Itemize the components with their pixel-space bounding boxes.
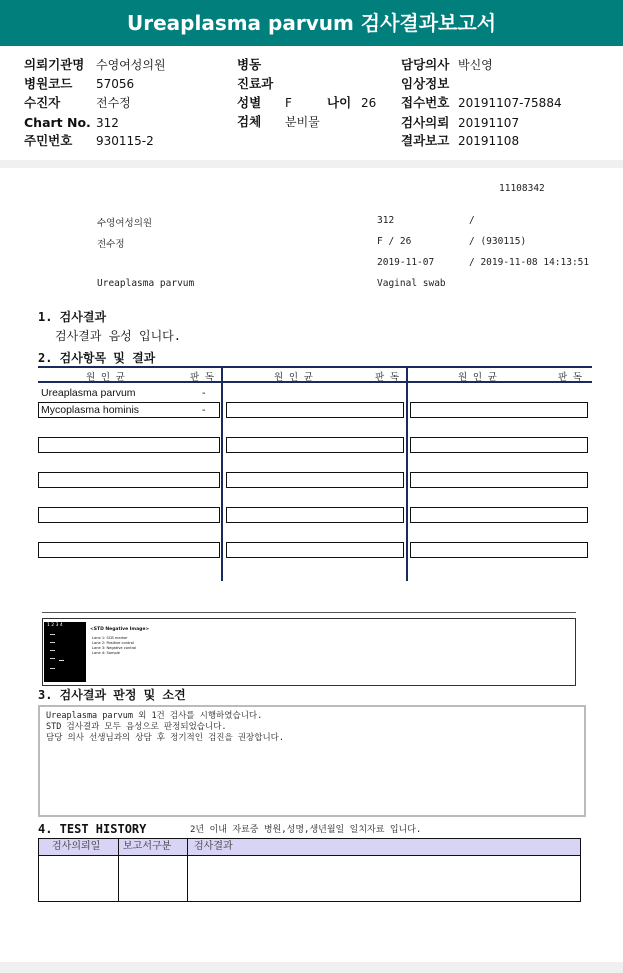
footer-bar <box>0 962 623 973</box>
print-institution: 수영여성의원 <box>97 218 153 229</box>
gel-band <box>59 660 64 661</box>
row6-cell-col3 <box>410 542 588 558</box>
col1-pathogen-header: 원 인 균 <box>86 372 125 383</box>
age-label: 나이 <box>327 95 352 110</box>
accession-value: 20191107-75884 <box>458 96 562 110</box>
request-label: 검사의뢰 <box>401 115 450 130</box>
remark-line-2: STD 검사결과 모두 음성으로 판정되었습니다. <box>46 722 227 732</box>
gel-legend-3: Lane 3: Negative control <box>92 646 137 650</box>
print-sex-age: F / 26 <box>377 236 412 247</box>
table-col-divider-2 <box>406 366 408 581</box>
dept-label: 진료과 <box>237 76 274 91</box>
row5-cell-col1 <box>38 507 220 523</box>
patient-label: 수진자 <box>24 95 61 110</box>
section2-heading: 2. 검사항목 및 결과 <box>38 351 156 365</box>
history-col-divider-1 <box>118 839 119 901</box>
hospital-code-label: 병원코드 <box>24 76 73 91</box>
col3-pathogen-header: 원 인 균 <box>458 372 497 383</box>
doctor-value: 박신영 <box>458 58 493 72</box>
row4-cell-col3 <box>410 472 588 488</box>
row1-result: - <box>202 387 206 399</box>
remark-line-1: Ureaplasma parvum 외 1건 검사를 시행하였습니다. <box>46 711 263 721</box>
section3-heading: 3. 검사결과 판정 및 소견 <box>38 688 186 702</box>
row6-cell-col1 <box>38 542 220 558</box>
print-test-name: Ureaplasma parvum <box>97 278 195 289</box>
sex-value: F <box>285 96 292 110</box>
row4-cell-col2 <box>226 472 404 488</box>
hospital-code-value: 57056 <box>96 77 135 91</box>
chart-label: Chart No. <box>24 115 91 130</box>
table-top-rule <box>38 366 592 368</box>
print-code: 11108342 <box>499 183 545 194</box>
row3-cell-col1 <box>38 437 220 453</box>
result-value: 20191108 <box>458 134 520 148</box>
image-separator <box>42 612 576 613</box>
institution-row <box>24 57 84 73</box>
rrn-label: 주민번호 <box>24 133 73 148</box>
chart-value: 312 <box>96 116 119 130</box>
print-date-received: 2019-11-07 <box>377 257 435 268</box>
specimen-value: 분비물 <box>285 115 320 129</box>
row6-cell-col2 <box>226 542 404 558</box>
gel-band <box>50 668 55 669</box>
table-col-divider-1 <box>221 366 223 581</box>
gel-band <box>50 650 55 651</box>
header-divider <box>0 160 623 168</box>
history-table <box>38 838 581 902</box>
col1-judgement-header: 판 독 <box>190 372 215 383</box>
row2-cell-col3 <box>410 402 588 418</box>
gel-electrophoresis-image <box>44 622 86 682</box>
section1-text: 검사결과 음성 입니다. <box>55 329 182 343</box>
rrn-value: 930115-2 <box>96 134 154 148</box>
section1-heading: 1. 검사결과 <box>38 310 107 324</box>
print-date-reported: / 2019-11-08 14:13:51 <box>469 257 590 268</box>
specimen-label: 검체 <box>237 114 262 129</box>
row1-pathogen: Ureaplasma parvum <box>41 387 136 399</box>
history-table-header <box>39 839 580 856</box>
row2-result: - <box>202 404 206 416</box>
history-col-result: 검사결과 <box>194 841 233 852</box>
row4-cell-col1 <box>38 472 220 488</box>
gel-lane-numbers: 1 2 3 4 <box>47 623 63 628</box>
institution-value: 수영여성의원 <box>96 58 166 72</box>
col3-judgement-header: 판 독 <box>558 372 583 383</box>
row3-cell-col3 <box>410 437 588 453</box>
clinical-label: 임상정보 <box>401 76 450 91</box>
gel-image-title: <STD Negative Image> <box>90 627 150 632</box>
doctor-label: 담당의사 <box>401 57 450 72</box>
gel-legend-2: Lane 2: Positive control <box>92 641 134 645</box>
print-rrn: / (930115) <box>469 236 527 247</box>
history-col-request-date: 검사의뢰일 <box>52 841 101 852</box>
gel-legend-1: Lane 1: SCB marker <box>92 636 128 640</box>
row3-cell-col2 <box>226 437 404 453</box>
row5-cell-col3 <box>410 507 588 523</box>
report-title: Ureaplasma parvum 검사결과보고서 <box>126 11 497 35</box>
ward-label: 병동 <box>237 57 262 72</box>
history-note: 2년 이내 자료중 병원,성명,생년월일 일치자료 입니다. <box>190 825 422 835</box>
history-col-divider-2 <box>187 839 188 901</box>
patient-value: 전수정 <box>96 96 131 110</box>
institution-label: 의뢰기관명 <box>24 57 85 72</box>
row2-pathogen: Mycoplasma hominis <box>41 404 140 416</box>
print-specimen: Vaginal swab <box>377 278 446 289</box>
print-slash: / <box>469 215 475 226</box>
gel-band <box>50 658 55 659</box>
section4-heading: 4. TEST HISTORY <box>38 822 147 836</box>
col2-pathogen-header: 원 인 균 <box>274 372 313 383</box>
remark-line-3: 담당 의사 선생님과의 상담 후 정기적인 검진을 권장합니다. <box>46 733 285 743</box>
gel-band <box>50 642 55 643</box>
col2-judgement-header: 판 독 <box>375 372 400 383</box>
print-chart: 312 <box>377 215 395 226</box>
history-col-report-type: 보고서구분 <box>123 841 172 852</box>
gel-legend-4: Lane 4: Sample <box>92 651 120 655</box>
sex-label: 성별 <box>237 95 262 110</box>
result-label: 결과보고 <box>401 133 450 148</box>
accession-label: 접수번호 <box>401 95 450 110</box>
row5-cell-col2 <box>226 507 404 523</box>
row2-cell-col2 <box>226 402 404 418</box>
request-value: 20191107 <box>458 116 520 130</box>
age-value: 26 <box>361 96 377 110</box>
print-patient: 전수정 <box>97 239 125 250</box>
gel-band <box>50 634 55 635</box>
